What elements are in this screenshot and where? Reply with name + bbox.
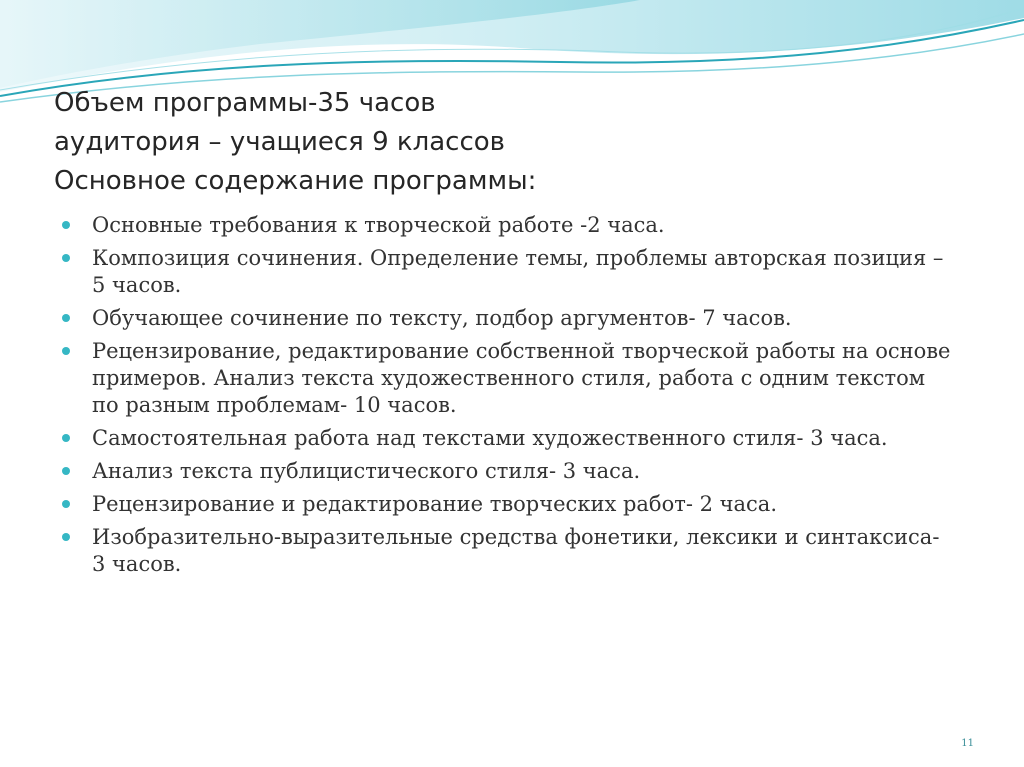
bullet-dot-icon — [62, 347, 70, 355]
list-item — [62, 245, 952, 299]
list-item — [62, 491, 952, 518]
list-item-text: Рецензирование и редактирование творческих работ- 2 часа. — [92, 492, 777, 516]
list-item — [62, 524, 952, 578]
list-item-text: Основные требования к творческой работе -2 часа. — [92, 213, 665, 237]
bullet-dot-icon — [62, 254, 70, 262]
bullet-dot-icon — [62, 434, 70, 442]
title-line-content: Основное содержание программы: — [54, 166, 537, 196]
list-item — [62, 458, 952, 485]
title-line-audience: аудитория – учащиеся 9 классов — [54, 127, 505, 157]
program-content-list — [62, 212, 952, 584]
list-item-text: Самостоятельная работа над текстами художественного стиля- 3 часа. — [92, 426, 888, 450]
list-item — [62, 305, 952, 332]
bullet-dot-icon — [62, 221, 70, 229]
bullet-dot-icon — [62, 500, 70, 508]
list-item — [62, 212, 952, 239]
list-item-text: Изобразительно-выразительные средства фонетики, лексики и синтаксиса- 3 часов. — [92, 525, 940, 576]
list-item-text: Обучающее сочинение по тексту, подбор аргументов- 7 часов. — [92, 306, 792, 330]
bullet-dot-icon — [62, 533, 70, 541]
bullet-dot-icon — [62, 314, 70, 322]
page-number: 11 — [961, 738, 974, 749]
list-item-text: Рецензирование, редактирование собственной творческой работы на основе примеров. Анализ текста художественного стиля, работа с одним текстом по разным проблемам- 10 часов. — [92, 339, 951, 417]
slide-title — [54, 84, 954, 201]
list-item — [62, 425, 952, 452]
bullet-dot-icon — [62, 467, 70, 475]
list-item-text: Анализ текста публицистического стиля- 3 часа. — [92, 459, 641, 483]
list-item — [62, 338, 952, 419]
title-line-volume: Объем программы-35 часов — [54, 88, 436, 118]
list-item-text: Композиция сочинения. Определение темы, проблемы авторская позиция – 5 часов. — [92, 246, 944, 297]
